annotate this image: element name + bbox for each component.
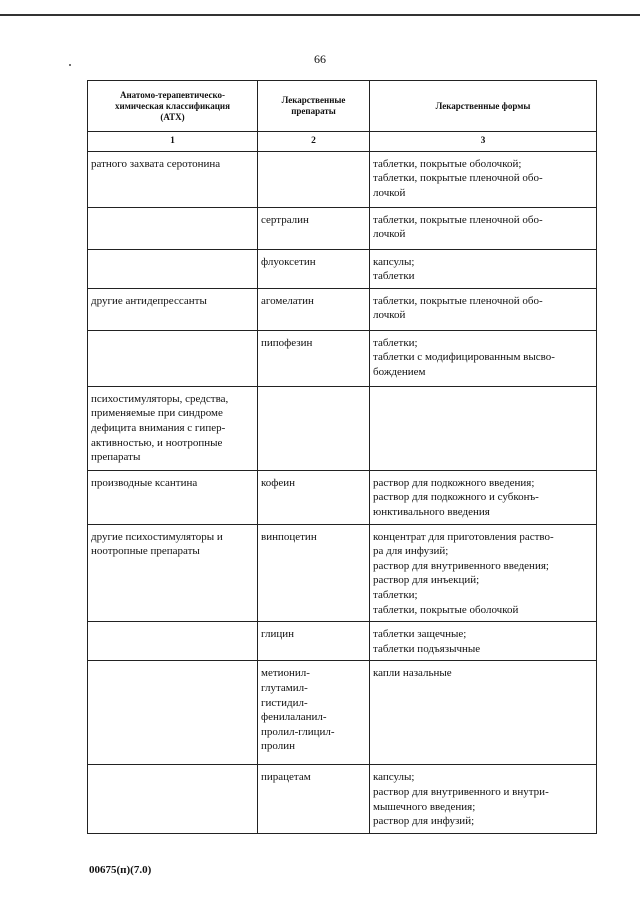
header-drugs: Лекарственные препараты <box>258 81 370 132</box>
column-number-row <box>88 132 597 152</box>
top-border-rule <box>0 14 640 16</box>
header-atc: Анатомо-терапевтическо- химическая классификация (АТХ) <box>88 81 258 132</box>
table-row <box>88 661 597 765</box>
forms-cell: таблетки; таблетки с модифицированным высво- бождением <box>370 330 597 386</box>
drug-cell <box>258 386 370 470</box>
header-forms: Лекарственные формы <box>370 81 597 132</box>
drug-classification-table <box>87 80 597 834</box>
forms-cell: таблетки, покрытые оболочкой; таблетки, покрытые пленочной обо- лочкой <box>370 151 597 207</box>
table-row <box>88 151 597 207</box>
drug-cell: флуоксетин <box>258 249 370 288</box>
table-row <box>88 765 597 833</box>
atc-cell <box>88 249 258 288</box>
drug-cell: агомелатин <box>258 288 370 330</box>
drug-cell: винпоцетин <box>258 524 370 622</box>
atc-cell: ратного захвата серотонина <box>88 151 258 207</box>
drug-cell: метионил- глутамил- гистидил- фенилаланил- пролил-глицил- пролин <box>258 661 370 765</box>
atc-cell <box>88 661 258 765</box>
table-row <box>88 288 597 330</box>
atc-cell <box>88 622 258 661</box>
drug-cell: сертралин <box>258 207 370 249</box>
atc-cell: другие антидепрессанты <box>88 288 258 330</box>
forms-cell: капли назальные <box>370 661 597 765</box>
forms-cell: таблетки защечные; таблетки подъязычные <box>370 622 597 661</box>
drug-cell <box>258 151 370 207</box>
table-row <box>88 207 597 249</box>
table-row <box>88 386 597 470</box>
table-row <box>88 524 597 622</box>
atc-cell: другие психостимуляторы и ноотропные препараты <box>88 524 258 622</box>
drug-cell: пипофезин <box>258 330 370 386</box>
atc-cell: психостимуляторы, средства, применяемые при синдроме дефицита внимания с гипер- активностью, и ноотропные препараты <box>88 386 258 470</box>
forms-cell: капсулы; таблетки <box>370 249 597 288</box>
footer-document-code: 00675(п)(7.0) <box>89 864 152 876</box>
forms-cell: раствор для подкожного введения; раствор для подкожного и субконъ- юнктивального введения <box>370 470 597 524</box>
atc-cell <box>88 330 258 386</box>
forms-cell: концентрат для приготовления раство- ра для инфузий; раствор для внутривенного введения; раствор для инъекций; таблетки; таблетки, покрытые оболочкой <box>370 524 597 622</box>
drug-cell: пирацетам <box>258 765 370 833</box>
column-number-1: 1 <box>88 132 258 152</box>
column-number-3: 3 <box>370 132 597 152</box>
forms-cell: капсулы; раствор для внутривенного и внутри- мышечного введения; раствор для инфузий; <box>370 765 597 833</box>
page-number: 66 <box>314 52 326 66</box>
drug-cell: глицин <box>258 622 370 661</box>
drug-cell: кофеин <box>258 470 370 524</box>
forms-cell: таблетки, покрытые пленочной обо- лочкой <box>370 207 597 249</box>
column-number-2: 2 <box>258 132 370 152</box>
table-row <box>88 330 597 386</box>
forms-cell: таблетки, покрытые пленочной обо- лочкой <box>370 288 597 330</box>
table-row <box>88 470 597 524</box>
atc-cell <box>88 765 258 833</box>
atc-cell <box>88 207 258 249</box>
atc-cell: производные ксантина <box>88 470 258 524</box>
forms-cell <box>370 386 597 470</box>
table-row <box>88 249 597 288</box>
header-row <box>88 81 597 132</box>
table-row <box>88 622 597 661</box>
